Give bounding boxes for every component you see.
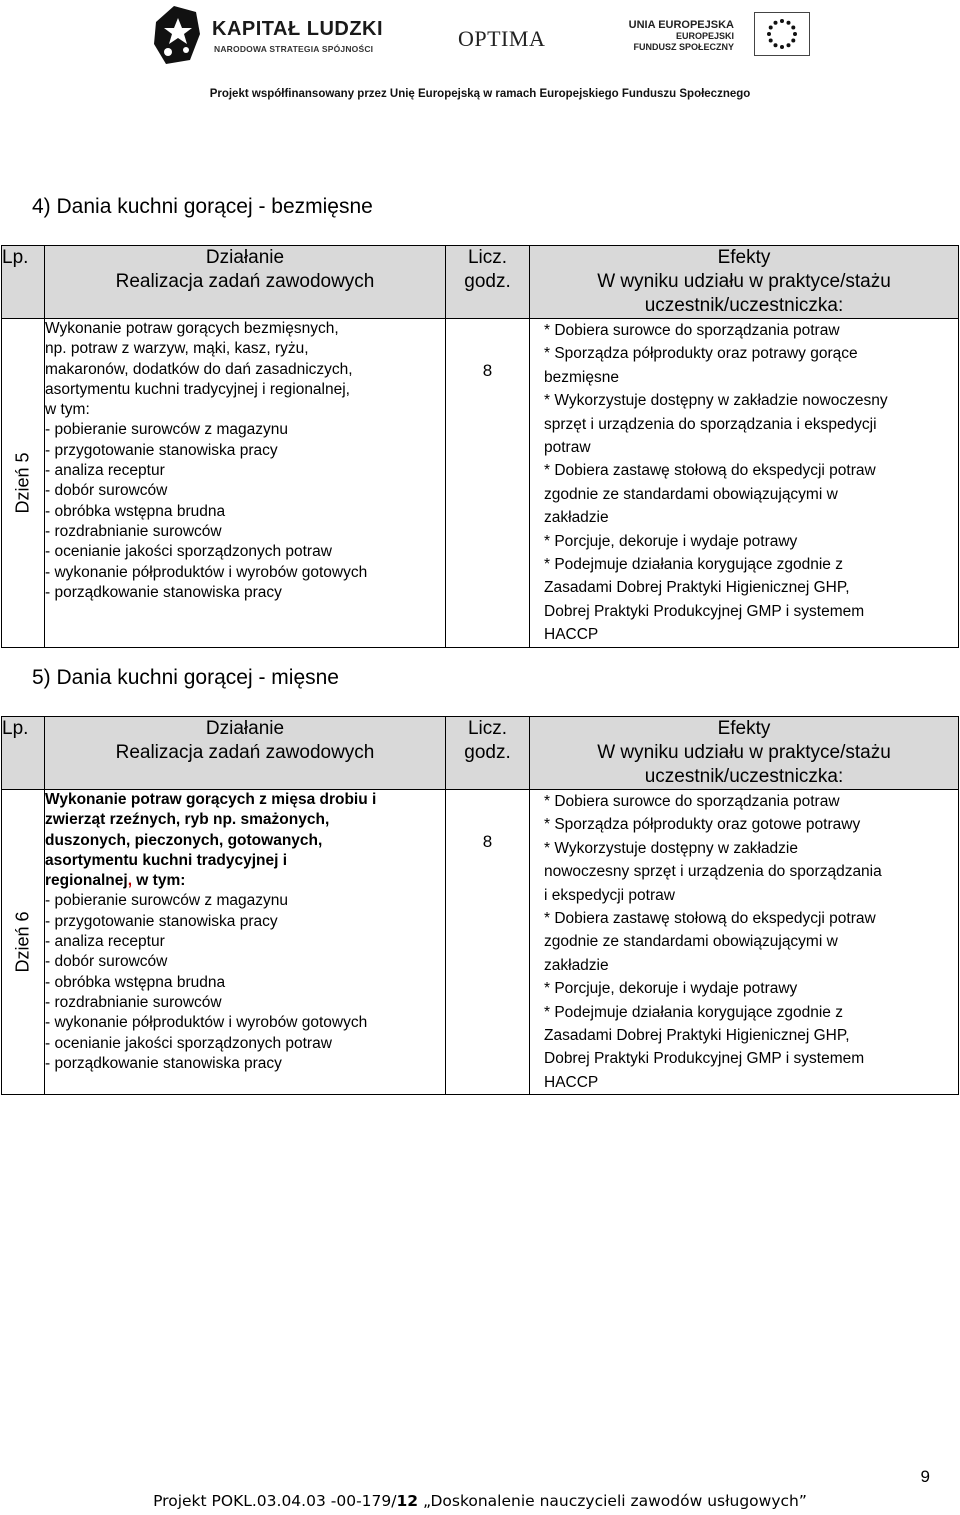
effect-line: HACCP — [544, 1073, 599, 1091]
action-line: - ocenianie jakości sporządzonych potraw — [45, 543, 332, 561]
kapital-ludzki-emblem-icon — [152, 4, 202, 66]
action-line — [45, 871, 445, 891]
effect-line: * Podejmuje działania korygujące zgodnie z — [544, 556, 843, 574]
table-header-row — [2, 717, 959, 790]
action-line: - obróbka wstępna brudna — [45, 502, 226, 520]
effect-line: * Wykorzystuje dostępny w zakładzie nowoczesny — [544, 392, 888, 410]
action-line: zwierząt rzeźnych, ryb np. smażonych, — [45, 811, 330, 829]
action-line: - przygotowanie stanowiska pracy — [45, 441, 278, 459]
action-tail: w tym: — [132, 872, 186, 890]
footer-project-a: Projekt POKL.03.04.03 -00-179/ — [153, 1492, 397, 1510]
lp-header: Lp. — [2, 246, 45, 319]
section-4-table — [1, 245, 959, 648]
hours-header: Licz. godz. — [446, 717, 530, 790]
action-line: np. potraw z warzyw, mąki, kasz, ryżu, — [45, 340, 309, 358]
effect-line: Zasadami Dobrej Praktyki Higienicznej GHP, — [544, 1027, 850, 1045]
red-comma: , — [127, 872, 132, 890]
action-bold-part: regionalnej — [45, 872, 128, 890]
action-line: Wykonanie potraw gorących z mięsa drobiu i — [45, 791, 377, 808]
effect-line: zgodnie ze standardami obowiązującymi w — [544, 485, 838, 503]
effects-cell — [530, 790, 959, 1095]
effect-line: zakładzie — [544, 509, 609, 527]
effect-line: Dobrej Praktyki Produkcyjnej GMP i systemem — [544, 1050, 865, 1068]
footer-project-c: „Doskonalenie nauczycieli zawodów usługowych” — [418, 1492, 807, 1510]
action-line: - obróbka wstępna brudna — [45, 973, 226, 991]
effect-line: * Sporządza półprodukty oraz gotowe potrawy — [544, 816, 861, 834]
lp-header: Lp. — [2, 717, 45, 790]
action-line: - analiza receptur — [45, 462, 165, 480]
cofinance-note: Projekt współfinansowany przez Unię Europejską w ramach Europejskiego Funduszu Społecznego — [209, 88, 751, 100]
action-line: makaronów, dodatków do dań zasadniczych, — [45, 360, 353, 378]
action-line: - porządkowanie stanowiska pracy — [45, 1054, 282, 1072]
actions-cell — [45, 790, 446, 1095]
action-header: Działanie Realizacja zadań zawodowych — [45, 246, 446, 319]
effect-line: i ekspedycji potraw — [544, 886, 675, 904]
eu-line-3: FUNDUSZ SPOŁECZNY — [633, 42, 734, 52]
eu-line-2: EUROPEJSKI — [675, 31, 734, 41]
effect-line: zgodnie ze standardami obowiązującymi w — [544, 933, 838, 951]
kapital-ludzki-logo — [152, 4, 382, 66]
effect-line: * Porcjuje, dekoruje i wydaje potrawy — [544, 532, 798, 550]
day-label: Dzień 5 — [12, 452, 33, 514]
hours-header: Licz. godz. — [446, 246, 530, 319]
action-line: w tym: — [45, 401, 90, 419]
effect-line: zakładzie — [544, 956, 609, 974]
action-line: Wykonanie potraw gorących bezmięsnych, — [45, 320, 339, 337]
action-line: duszonych, pieczonych, gotowanych, — [45, 831, 323, 849]
action-line: - ocenianie jakości sporządzonych potraw — [45, 1034, 332, 1052]
effect-line: * Sporządza półprodukty oraz potrawy gorące — [544, 345, 858, 363]
action-line: - dobór surowców — [45, 953, 168, 971]
section-4-heading: 4) Dania kuchni gorącej - bezmięsne — [32, 195, 373, 218]
table-header-row — [2, 246, 959, 319]
effect-line: * Dobiera zastawę stołową do ekspedycji potraw — [544, 910, 876, 928]
optima-logo: OPTIMA — [458, 26, 546, 51]
hours-value: 8 — [482, 832, 493, 851]
day-cell — [2, 790, 45, 1095]
page-header — [0, 0, 960, 110]
page-footer — [0, 1492, 960, 1510]
action-line: - pobieranie surowców z magazynu — [45, 421, 288, 439]
effect-line: * Wykorzystuje dostępny w zakładzie — [544, 839, 798, 857]
effects-header: Efekty W wyniku udziału w praktyce/stażu uczestnik/uczestniczka: — [530, 717, 959, 790]
action-line: - rozdrabnianie surowców — [45, 993, 222, 1011]
effect-line: * Dobiera surowce do sporządzania potraw — [544, 322, 840, 339]
action-line: asortymentu kuchni tradycyjnej i — [45, 851, 288, 869]
kapital-ludzki-subtitle: NARODOWA STRATEGIA SPÓJNOŚCI — [214, 44, 374, 54]
day-label: Dzień 6 — [12, 911, 33, 973]
effect-line: nowoczesny sprzęt i urządzenia do sporządzania — [544, 863, 882, 881]
action-line: - dobór surowców — [45, 482, 168, 500]
effects-cell — [530, 319, 959, 648]
eu-line-1: UNIA EUROPEJSKA — [628, 19, 734, 31]
actions-cell — [45, 319, 446, 648]
action-line: - pobieranie surowców z magazynu — [45, 892, 288, 910]
effect-line: Zasadami Dobrej Praktyki Higienicznej GHP, — [544, 579, 850, 597]
eu-logo-text — [629, 20, 734, 53]
action-line: - porządkowanie stanowiska pracy — [45, 583, 282, 601]
action-line: - analiza receptur — [45, 933, 165, 951]
eu-flag-icon — [754, 12, 810, 56]
action-line: - wykonanie półproduktów i wyrobów gotowych — [45, 563, 368, 581]
effect-line: * Porcjuje, dekoruje i wydaje potrawy — [544, 980, 798, 998]
table-row — [2, 790, 959, 1095]
effect-line: potraw — [544, 439, 591, 457]
kapital-ludzki-title: KAPITAŁ LUDZKI — [212, 18, 384, 40]
action-header: Działanie Realizacja zadań zawodowych — [45, 717, 446, 790]
hours-cell — [446, 790, 530, 1095]
effect-line: * Dobiera zastawę stołową do ekspedycji potraw — [544, 462, 876, 480]
effect-line: HACCP — [544, 626, 599, 644]
hours-value: 8 — [482, 361, 493, 380]
effect-line: * Dobiera surowce do sporządzania potraw — [544, 793, 840, 810]
hours-cell — [446, 319, 530, 648]
day-cell — [2, 319, 45, 648]
section-5-heading: 5) Dania kuchni gorącej - mięsne — [32, 666, 339, 689]
action-line: - wykonanie półproduktów i wyrobów gotowych — [45, 1014, 368, 1032]
section-5-table — [1, 716, 959, 1095]
action-line: - przygotowanie stanowiska pracy — [45, 912, 278, 930]
action-line: asortymentu kuchni tradycyjnej i regionalnej, — [45, 380, 350, 398]
effect-line: bezmięsne — [544, 368, 619, 386]
effect-line: Dobrej Praktyki Produkcyjnej GMP i systemem — [544, 602, 865, 620]
footer-project-b: 12 — [396, 1492, 419, 1510]
effects-header: Efekty W wyniku udziału w praktyce/stażu uczestnik/uczestniczka: — [530, 246, 959, 319]
effect-line: sprzęt i urządzenia do sporządzania i ekspedycji — [544, 415, 877, 433]
action-line: - rozdrabnianie surowców — [45, 522, 222, 540]
eu-logo — [628, 12, 812, 72]
effect-line: * Podejmuje działania korygujące zgodnie z — [544, 1003, 843, 1021]
page-number: 9 — [920, 1467, 930, 1486]
table-row — [2, 319, 959, 648]
